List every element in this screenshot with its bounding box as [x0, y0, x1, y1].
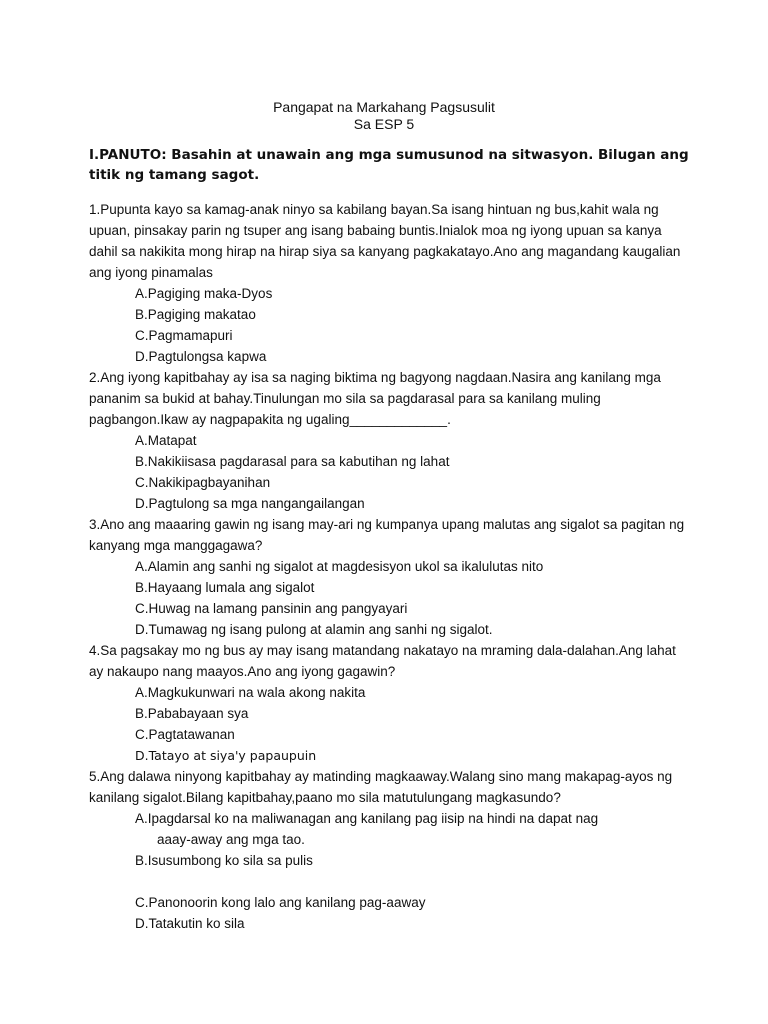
choice-item: D.Pagtulongsa kapwa: [135, 349, 267, 364]
choice-item: B.Isusumbong ko sila sa pulis: [135, 853, 313, 868]
choice-item: A.Ipagdarsal ko na maliwanagan ang kanilang pag iisip na hindi na dapat nag: [135, 811, 599, 826]
choice-item: C.Huwag na lamang pansinin ang pangyayari: [135, 601, 408, 616]
question-list: [89, 199, 689, 934]
choice-item: C.Pagtatawanan: [135, 727, 235, 742]
choice-item: D.Pagtulong sa mga nangangailangan: [135, 496, 365, 511]
question-text: 2.Ang iyong kapitbahay ay isa sa naging biktima ng bagyong nagdaan.Nasira ang kanilang mga pananim sa bukid at bahay.Tinulungan mo sila sa pagdarasal para sa kanilang muling pagbangon.Ikaw ay nagpapakita ng ugaling_____________.: [89, 370, 661, 427]
choice-item: A.Magkukunwari na wala akong nakita: [135, 685, 366, 700]
question-text: 1.Pupunta kayo sa kamag-anak ninyo sa kabilang bayan.Sa isang hintuan ng bus,kahit wala ng upuan, pinsakay parin ng tsuper ang isang babaing buntis.Inialok moa ng iyong upuan sa kanya dahil sa nakikita mong hirap na hirap siya sa kanyang pagkakatayo.Ano ang magandang kaugalian ang iyong pinamalas: [89, 202, 681, 280]
choice-item: C.Nakikipagbayanihan: [135, 475, 271, 490]
choice-item: B.Nakikiisasa pagdarasal para sa kabutihan ng lahat: [135, 454, 450, 469]
page-title: Pangapat na Markahang Pagsusulit: [273, 99, 495, 115]
choice-item: D.Tatayo at siya'y papaupuin: [135, 748, 317, 763]
choice-item: D.Tatakutin ko sila: [135, 916, 245, 931]
choice-item: B.Pagiging makatao: [135, 307, 256, 322]
choice-item: B.Pababayaan sya: [135, 706, 249, 721]
instructions: I.PANUTO: Basahin at unawain ang mga sumusunod na sitwasyon. Bilugan ang titik ng tamang sagot.: [89, 147, 689, 183]
question-text: 5.Ang dalawa ninyong kapitbahay ay matinding magkaaway.Walang sino mang makapag-ayos ng kanilang sigalot.Bilang kapitbahay,paano mo sila matutulungang magkasundo?: [89, 769, 673, 805]
choice-item-continuation: aaay-away ang mga tao.: [157, 832, 305, 847]
question-text: 4.Sa pagsakay mo ng bus ay may isang matandang nakatayo na mraming dala-dalahan.Ang lahat ay nakaupo nang maayos.Ano ang iyong gagawin?: [89, 643, 676, 679]
choice-item: C.Panonoorin kong lalo ang kanilang pag-aaway: [135, 895, 426, 910]
choice-item: C.Pagmamapuri: [135, 328, 233, 343]
choice-item: B.Hayaang lumala ang sigalot: [135, 580, 315, 595]
choice-item: D.Tumawag ng isang pulong at alamin ang sanhi ng sigalot.: [135, 622, 493, 637]
question-text: 3.Ano ang maaaring gawin ng isang may-ari ng kumpanya upang malutas ang sigalot sa pagitan ng kanyang mga manggagawa?: [89, 517, 685, 553]
choice-item: A.Pagiging maka-Dyos: [135, 286, 273, 301]
page-subtitle: Sa ESP 5: [353, 116, 415, 132]
choice-item: A.Matapat: [135, 433, 197, 448]
choice-item: A.Alamin ang sanhi ng sigalot at magdesisyon ukol sa ikalulutas nito: [135, 559, 544, 574]
